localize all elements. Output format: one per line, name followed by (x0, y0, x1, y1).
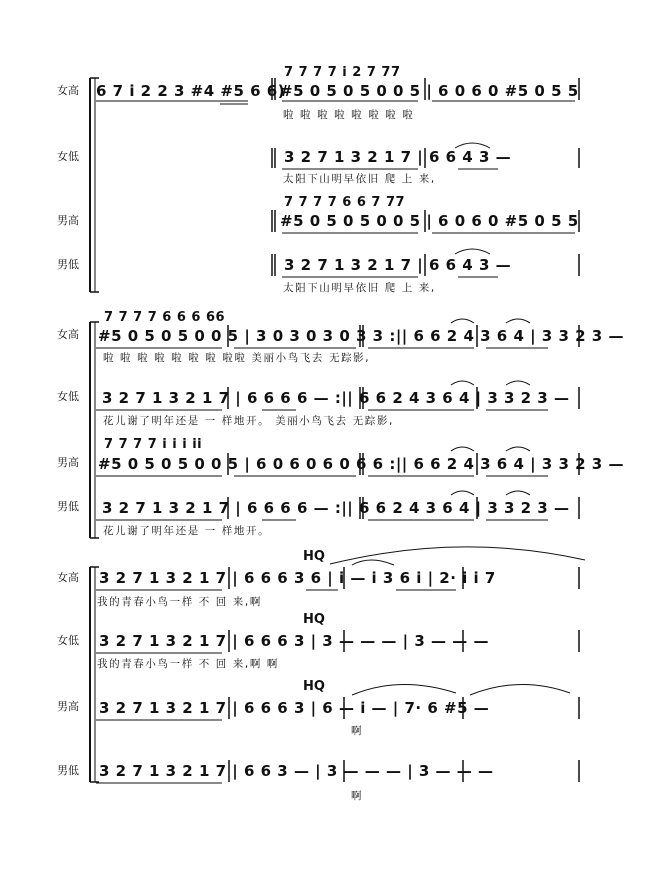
notes-b: 3 2 7 1 3 2 1 7 | 6 6 6 6 — :|| 6 6 2 4 3 6 4 | 3 3 2 3 — (102, 499, 570, 517)
lyrics-b: 花儿谢了明年还是 一 样地开。 (103, 525, 271, 537)
lyrics-s2: 太阳下山明早依旧 爬 上 来, (283, 173, 436, 185)
notes-b: 3 2 7 1 3 2 1 7 | 6 6 3 — | 3 — — — | 3 — — — (99, 762, 494, 780)
notes-s2: 3 2 7 1 3 2 1 7 | 6 6 4 3 — (284, 148, 512, 166)
lyrics-s2: 我的青春小鸟一样 不 回 来,啊 啊 (97, 658, 279, 670)
upper-notes-s1: 7 7 7 7 i 2 7 77 (284, 65, 401, 80)
voice-label-s2: 女低 (57, 634, 79, 647)
lyrics-t: 啊 (351, 725, 364, 737)
notes-s1: 3 2 7 1 3 2 1 7 | 6 6 6 3 6 | i — i 3 6 i | 2· i i 7 (99, 569, 496, 587)
notes-t: 3 2 7 1 3 2 1 7 | 6 6 6 3 | 6 — i — | 7· 6 #5 — (99, 699, 490, 717)
upper-notes-t: 7 7 7 7 i i i ii (104, 437, 203, 452)
notes-t: #5 0 5 0 5 0 0 5 | 6 0 6 0 6 0 6 6 :|| 6 6 2 4 3 6 4 | 3 3 2 3 — (98, 455, 624, 473)
lyrics-b: 太阳下山明早依旧 爬 上 来, (283, 282, 436, 294)
voice-label-s1: 女高 (57, 571, 79, 584)
voice-label-s2: 女低 (57, 150, 79, 163)
notes-s1: #5 0 5 0 5 0 0 5 | 6 0 6 0 #5 0 5 5 (280, 82, 579, 100)
voice-label-t: 男高 (57, 456, 79, 469)
voice-label-b: 男低 (57, 500, 79, 513)
hq-mark: HQ (303, 679, 325, 694)
upper-notes-s1: 7 7 7 7 6 6 6 66 (104, 310, 226, 325)
lyrics-b: 啊 (351, 790, 364, 802)
upper-notes-t: 7 7 7 7 6 6 7 77 (284, 195, 406, 210)
voice-label-t: 男高 (57, 700, 79, 713)
notes-b: 3 2 7 1 3 2 1 7 | 6 6 4 3 — (284, 256, 512, 274)
lyrics-s1: 啦 啦 啦 啦 啦 啦 啦 啦 (283, 109, 415, 121)
notes-s2: 3 2 7 1 3 2 1 7 | 6 6 6 3 | 3 — — — | 3 — — — (99, 632, 489, 650)
lyrics-s1: 啦 啦 啦 啦 啦 啦 啦 啦啦 美丽小鸟飞去 无踪影, (103, 352, 371, 364)
notes-s2: 3 2 7 1 3 2 1 7 | 6 6 6 6 — :|| 6 6 2 4 3 6 4 | 3 3 2 3 — (102, 389, 570, 407)
voice-label-t: 男高 (57, 214, 79, 227)
lyrics-s1: 我的青春小鸟一样 不 回 来,啊 (97, 596, 262, 608)
notes-t: #5 0 5 0 5 0 0 5 | 6 0 6 0 #5 0 5 5 (280, 212, 579, 230)
notes-s1: #5 0 5 0 5 0 0 5 | 3 0 3 0 3 0 3 3 :|| 6 6 2 4 3 6 4 | 3 3 2 3 — (98, 327, 624, 345)
voice-label-s1: 女高 (57, 84, 79, 97)
voice-label-s2: 女低 (57, 390, 79, 403)
hq-mark: HQ (303, 549, 325, 564)
voice-label-b: 男低 (57, 764, 79, 777)
notes-s1-intro: 6 7 i 2 2 3 #4 #5 6 6) (96, 82, 286, 100)
lyrics-s2: 花儿谢了明年还是 一 样地开。 美丽小鸟飞去 无踪影, (103, 415, 394, 427)
voice-label-b: 男低 (57, 258, 79, 271)
voice-label-s1: 女高 (57, 328, 79, 341)
hq-mark: HQ (303, 612, 325, 627)
